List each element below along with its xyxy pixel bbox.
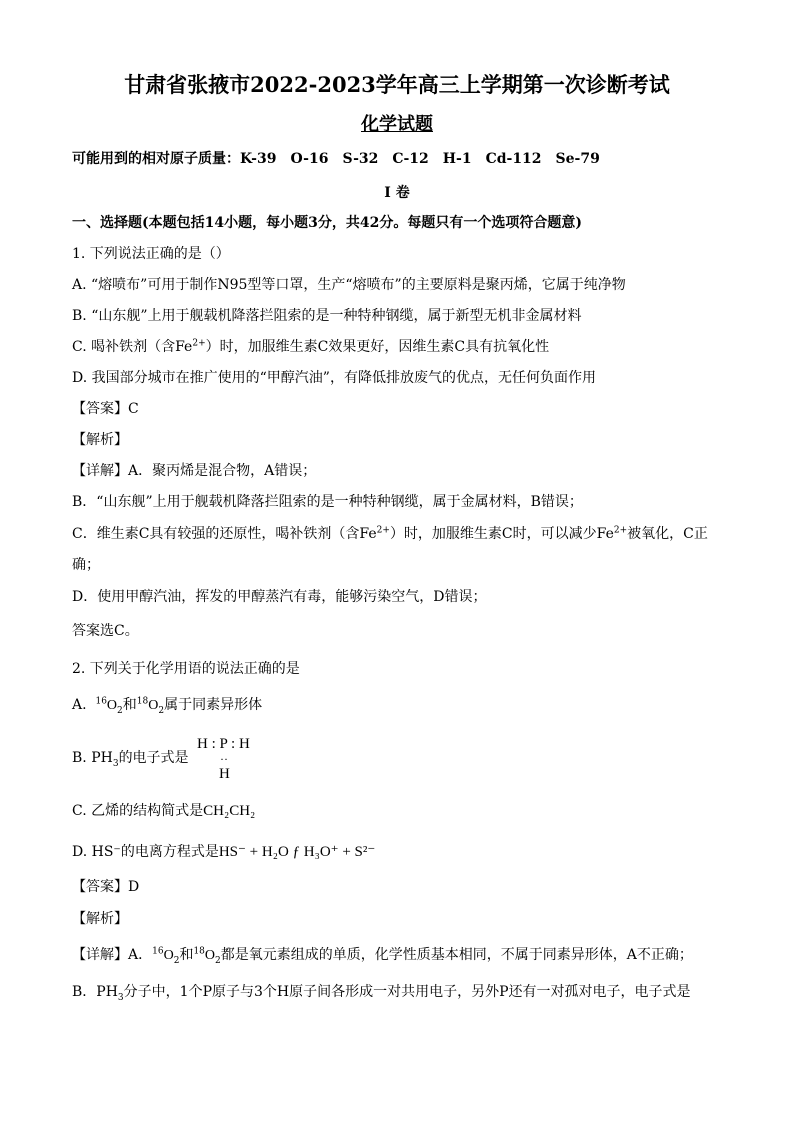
q2-option-a-label: A.: [72, 697, 87, 713]
q2-detail-a-oxygen2: O: [204, 948, 216, 963]
q2-option-a-and: 和: [122, 697, 137, 713]
q1-detail-c-text1: C．维生素C具有较强的还原性，喝补铁剂（含Fe: [72, 526, 377, 542]
q1-option-c-charge: 2+: [192, 338, 206, 349]
q1-detail-c-text3: 被氧化，C正: [627, 526, 708, 542]
q2-detail-a-isotope1: 16: [152, 946, 164, 957]
q2-option-c-formula: CH₂CH₂: [203, 803, 256, 819]
q1-detail-c-cont: 确；: [72, 557, 100, 573]
q2-option-a-oxygen1: O: [106, 698, 118, 713]
q2-option-a-isotope2: 18: [136, 696, 149, 707]
q2-option-a: [72, 696, 262, 715]
q2-detail-a-sub1: 2: [173, 955, 180, 966]
q2-analysis-label: 【解析】: [72, 911, 128, 927]
q1-detail-d: D．使用甲醇汽油，挥发的甲醇蒸汽有毒，能够污染空气，D错误；: [72, 589, 487, 605]
q1-answer: 【答案】C: [72, 401, 139, 417]
ph3-electron-formula-row1: H : P : H: [197, 736, 250, 752]
q1-analysis-label: 【解析】: [72, 432, 128, 448]
q2-option-d: [72, 843, 375, 861]
q2-detail-a-text: 都是氧元素组成的单质，化学性质基本相同，不属于同素异形体，A不正确；: [220, 947, 693, 963]
q2-detail-b-text: 分子中，1个P原子与3个H原子间各形成一对共用电子，另外P还有一对孤对电子，电子式是: [123, 984, 691, 1000]
q1-option-c-text: C. 喝补铁剂（含Fe: [72, 339, 193, 355]
q2-detail-a: [72, 946, 693, 965]
q2-option-b-label: B. PH: [72, 750, 113, 766]
q2-detail-a-isotope2: 18: [193, 946, 205, 957]
q2-detail-a-label: 【详解】A．: [72, 947, 153, 963]
q1-detail-b: B．“山东舰”上用于舰载机降落拦阻索的是一种特种钢缆，属于金属材料，B错误；: [72, 494, 583, 510]
q1-detail-c: [72, 525, 708, 543]
atomic-masses: 可能用到的相对原子质量：K-39 O-16 S-32 C-12 H-1 Cd-112 Se-79: [72, 151, 600, 167]
exam-title: 甘肃省张掖市2022-2023学年高三上学期第一次诊断考试: [124, 72, 670, 97]
q2-option-a-sub2: 2: [158, 705, 165, 716]
subject-title: 化学试题: [361, 114, 433, 135]
q2-option-b-sub: 3: [112, 758, 119, 769]
q1-detail-c-charge1: 2+: [376, 525, 390, 536]
q1-option-a: A. “熔喷布”可用于制作N95型等口罩，生产“熔喷布”的主要原料是聚丙烯，它属于纯净物: [72, 277, 626, 293]
q1-stem: 1. 下列说法正确的是（）: [72, 246, 230, 262]
q2-option-d-text: D. HS⁻的电离方程式是: [72, 844, 219, 860]
q1-option-d: D. 我国部分城市在推广使用的“甲醇汽油”，有降低排放废气的优点，无任何负面作用: [72, 370, 596, 386]
ph3-lone-pair-dots: ··: [220, 752, 228, 766]
q1-detail-c-charge2: 2+: [613, 525, 628, 536]
volume-label: I 卷: [384, 185, 410, 201]
q1-detail-a: 【详解】A．聚丙烯是混合物，A错误；: [72, 463, 317, 479]
q2-detail-a-and: 和: [179, 947, 194, 963]
q2-option-b: [72, 749, 189, 767]
q2-option-c: [72, 802, 255, 820]
q1-conclusion: 答案选C。: [72, 623, 139, 639]
ph3-electron-formula-row2: H: [219, 766, 230, 782]
q1-option-c: [72, 338, 549, 356]
q2-detail-b-label: B．PH: [72, 984, 118, 1000]
section-heading: 一、选择题(本题包括14小题，每小题3分，共42分。每题只有一个选项符合题意): [72, 215, 582, 231]
q2-option-b-text: 的电子式是: [118, 750, 189, 766]
q2-option-a-isotope1: 16: [95, 696, 107, 707]
q2-option-a-text: 属于同素异形体: [164, 697, 263, 713]
q2-detail-b-sub: 3: [117, 992, 124, 1003]
q2-stem: 2. 下列关于化学用语的说法正确的是: [72, 661, 300, 677]
q2-option-a-oxygen2: O: [148, 698, 159, 713]
q2-option-d-equation: HS⁻ + H₂O ƒ H₃O⁺ + S²⁻: [218, 844, 376, 860]
q2-detail-a-sub2: 2: [215, 955, 221, 966]
q1-option-b: B. “山东舰”上用于舰载机降落拦阻索的是一种特种钢缆，属于新型无机非金属材料: [72, 308, 582, 324]
q2-option-c-text: C. 乙烯的结构简式是: [72, 803, 204, 819]
q2-detail-a-oxygen1: O: [163, 948, 174, 963]
q2-detail-b: [72, 983, 691, 1001]
q1-option-c-rest: ）时，加服维生素C效果更好，因维生素C具有抗氧化性: [205, 339, 550, 355]
q2-option-a-sub1: 2: [117, 705, 123, 716]
q2-answer: 【答案】D: [72, 879, 140, 895]
q1-detail-c-text2: ）时，加服维生素C时，可以减少Fe: [389, 526, 614, 542]
